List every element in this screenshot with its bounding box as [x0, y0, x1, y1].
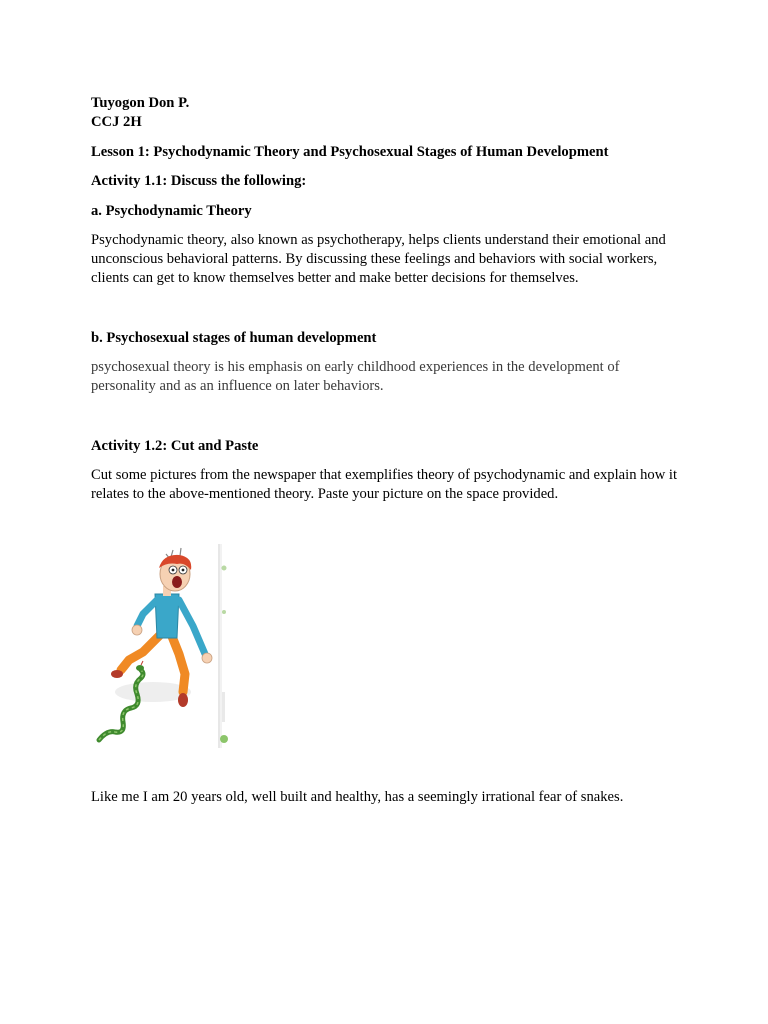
section-a-heading: a. Psychodynamic Theory	[91, 203, 252, 219]
author-name: Tuyogon Don P.	[91, 95, 190, 111]
activity-1-1-heading: Activity 1.1: Discuss the following:	[91, 173, 307, 189]
picture-caption: Like me I am 20 years old, well built and healthy, has a seemingly irrational fear of snakes.	[91, 789, 624, 805]
section-b-heading: b. Psychosexual stages of human development	[91, 330, 377, 346]
class-code: CCJ 2H	[91, 114, 142, 130]
lesson-title: Lesson 1: Psychodynamic Theory and Psychosexual Stages of Human Development	[91, 144, 609, 160]
activity-1-2-instructions: Cut some pictures from the newspaper that exemplifies theory of psychodynamic and explain how it relates to the above-mentioned theory. Paste your picture on the space provided.	[91, 467, 678, 503]
section-b-body: psychosexual theory is his emphasis on early childhood experiences in the development of personality and as an influence on later behaviors.	[91, 359, 620, 395]
activity-1-2-heading: Activity 1.2: Cut and Paste	[91, 438, 259, 454]
section-a-body: Psychodynamic theory, also known as psychotherapy, helps clients understand their emotional and unconscious behavioral patterns. By discussing these feelings and behaviors with social workers, clients can get to know themselves better and make better decisions for themselves.	[91, 232, 666, 287]
scared-man-snake-illustration	[93, 542, 233, 750]
